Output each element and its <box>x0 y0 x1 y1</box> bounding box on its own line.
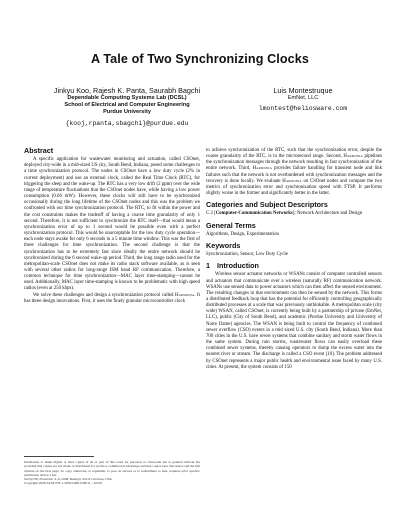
author-school: School of Electrical and Computer Engineering <box>64 102 190 109</box>
author-group-purdue <box>36 86 218 127</box>
copyright-footnote <box>24 460 200 486</box>
general-terms-heading: General Terms <box>206 220 256 230</box>
author-org: EmNet, LLC <box>287 95 319 101</box>
author-university: Purdue University <box>103 109 151 116</box>
right-column <box>206 148 382 371</box>
protocol-name: Harmonia <box>174 292 195 298</box>
author-lab: Dependable Computing Systems Lab (DCSL) <box>67 95 187 101</box>
copyright-line: Copyright 2008 ACM 978-1-59593-990-6/08/11 ...$5.00. <box>24 481 103 486</box>
categories-text <box>206 211 382 217</box>
section-number: 1 <box>206 261 210 271</box>
author-email: {kooj,rpanta,sbagchi}@purdue.edu <box>65 119 189 127</box>
paper-title: A Tale of Two Synchronizing Clocks <box>91 52 309 66</box>
protocol-name: Harmonia <box>343 154 363 160</box>
abstract-text: to achieve synchronization of the RTC, such that the synchronization error, despite the coarse granularity of the RTC, is in the microsecond range. Second, <box>206 148 382 160</box>
category-rest: ]: Network Architecture and Design <box>292 211 363 217</box>
footnote-rule <box>24 456 94 457</box>
introduction-paragraph: Wireless sensor actuator networks or WSANs consist of computer controlled sensors and actuators that communicate over a wireless (naturally RF) communication network. WSANs use sensed data to power actuators which can then affect the sensed environment. The resulting changes in that environment can then be sensed by the network. This forms a distributed feedback loop that has the potential for efficiently controlling geographically distributed processes at a scale that was previously unthinkable. A metropolitan scale (city wide) WSAN, called CSOnet, is currently being built by a partnership of private (EmNet, LLC), public (City of South Bend), and academic (Purdue University and University of Notre Dame) agencies. The WSAN is being built to control the frequency of combined sewer overflow (CSO) events in a mid sized U.S. city (South Bend, Indiana). More than 700 cities in the U.S. have sewer systems that combine sanitary and storm water flows in the same system. During rain storms, wastewater flows can easily overload these combined sewer systems, thereby causing operators to dump the excess water into the nearest river or stream. The discharge is called a CSO event [10]. The problem addressed by CSOnet represents a major public health and environmental issue faced by many U.S. cities. At present, the system consists of 150 <box>206 272 382 370</box>
abstract-paragraph-2 <box>24 293 200 305</box>
author-names: Jinkyu Koo, Rajesh K. Panta, Saurabh Bagchi <box>53 86 201 95</box>
section-title: Introduction <box>217 261 259 271</box>
abstract-text: provides failure handling for transient node and link failures such that the network is not overburdened with synchronization messages and the recovery is done locally. We evaluate <box>206 166 382 184</box>
protocol-name: Harmonia <box>252 166 272 172</box>
author-group-emnet <box>244 86 362 112</box>
abstract-paragraph-1: A specific application for wastewater monitoring and actuation, called CSOnet, deployed city-wide in a mid-sized US city, South Bend, Indiana, posed some challenges to a time synchronization protocol. The nodes in CSOnet have a low duty cycle (2% in current deployment) and use an external clock, called the Real Time Clock (RTC), for triggering the sleep and the wake-up. The RTC has a very low drift (2 ppm) over the wide range of temperature fluctuations that the CSOnet nodes have, while having a low power consumption (0.66 mW). However, these clocks will still have to be synchronized occasionally during the long lifetime of the CSOnet nodes and this was the problem we confronted with our time synchronization protocol. The RTC, to fit within the power and the cost constraints makes the tradeoff of having a coarse time granularity of only 1 second. Therefore, it is not sufficient to synchronize the RTC itself—that would mean a synchronization error of up to 1 second would be possible even with a perfect synchronization protocol. This would be unacceptable for the low duty cycle operation—each node stays awake for only 6 seconds in a 5 minute time window. This was the first of three challenges for time synchronization. The second challenge is that the synchronization has to be extremely fast since ideally the entire network should be synchronized during the 6 second wake-up period. Third, the long range radio used for the metropolitan-scale CSOnet does not make its radio stack software available, as is seen with several other radios for long-range ISM band RF communication. Therefore, a common technique for time synchronization—MAC layer time-stamping—cannot be used. Additionally, MAC layer time-stamping is known to be problematic with high speed radios (even at 250 kbps). <box>24 157 200 292</box>
abstract-continuation <box>206 148 382 197</box>
keywords-heading: Keywords <box>206 240 241 250</box>
left-column <box>24 148 200 305</box>
general-terms-text: Algorithms, Design, Experimentation <box>206 231 279 237</box>
keywords-text: Synchronization, Sensor, Low Duty Cycle <box>206 252 288 258</box>
protocol-name: Harmonia <box>282 178 302 184</box>
abstract-text: We solve these challenges and design a synchronization protocol called <box>33 292 175 298</box>
abstract-text: . It has three design innovations. First, it uses the finely granular microcontroller clock <box>24 292 200 304</box>
author-names: Luis Montestruque <box>273 86 333 95</box>
author-email: lmontest@heliosware.com <box>258 105 348 113</box>
introduction-heading <box>206 263 382 269</box>
category-name: Computer-Communication Networks <box>215 211 293 217</box>
abstract-text: on CSOnet nodes and compare the two metrics of synchronization error and synchronization speed with FTSP. It performs slightly worse in the former and significantly better in the latter. <box>206 178 383 197</box>
abstract-text: pipelines the synchronization messages through the network resulting in fast synchronization of the entire network. Third, <box>206 154 382 172</box>
permission-notice: Permission to make digital or hard copies of all or part of this work for personal or classroom use is granted without fee provided that copies are not made or distributed for profit or commercial advantage and that copies bear this notice and the full citation on the first page. To copy otherwise, to republish, to post on servers or to redistribute to lists, requires prior specific permission and/or a fee. <box>24 460 200 477</box>
category-code: C.2 [ <box>206 211 216 217</box>
venue-line: SenSys'08, November 4–6, 2008, Raleigh, North Carolina, USA. <box>24 477 113 481</box>
categories-heading: Categories and Subject Descriptors <box>206 200 328 210</box>
abstract-heading: Abstract <box>24 146 54 155</box>
